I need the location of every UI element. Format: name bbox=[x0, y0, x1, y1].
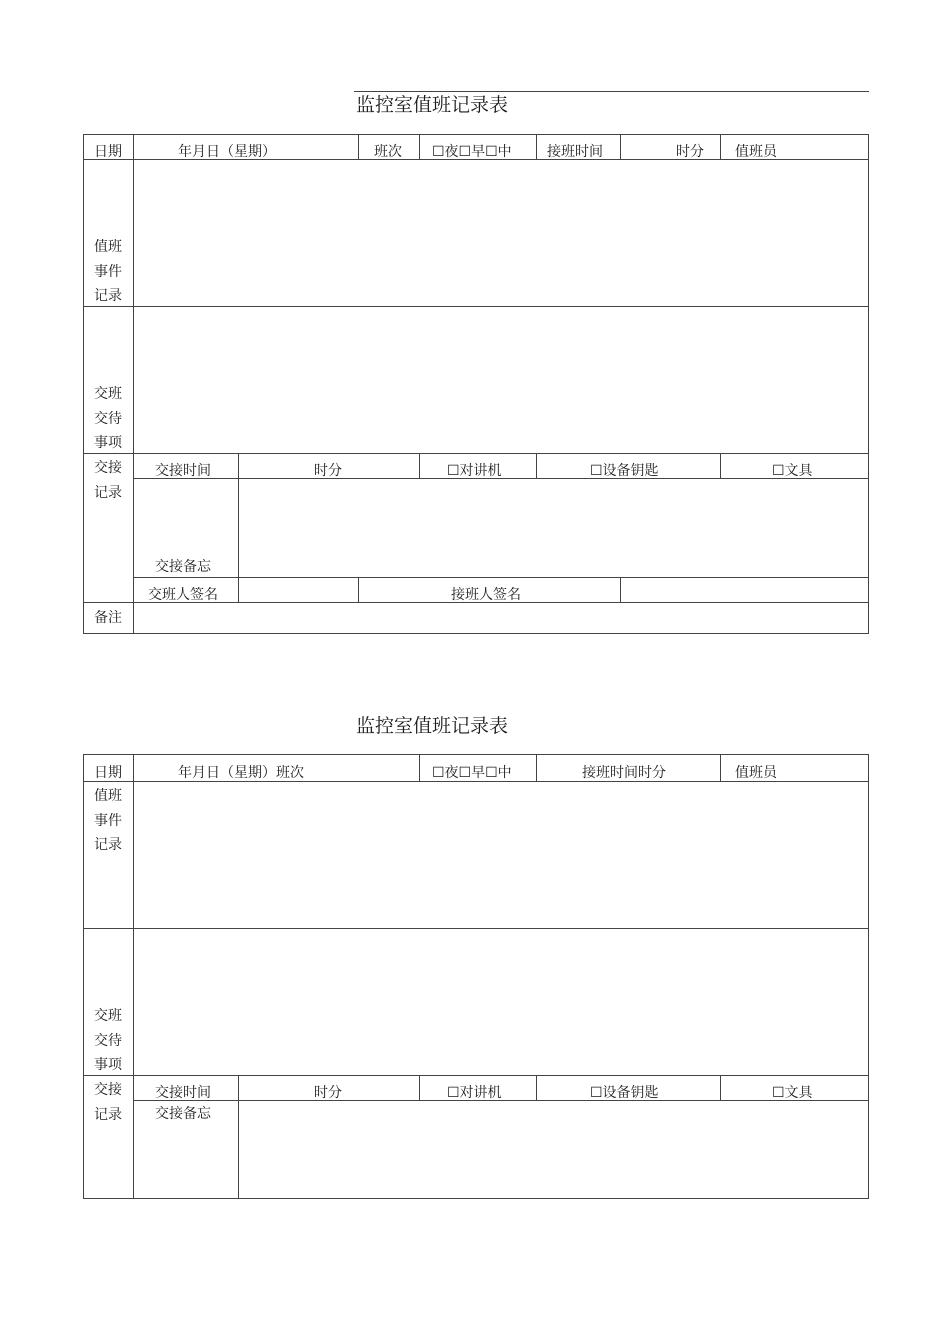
remarks-field[interactable] bbox=[134, 603, 868, 633]
stationery-checkbox[interactable]: ☐文具 bbox=[772, 463, 813, 479]
col-divider bbox=[419, 754, 420, 781]
col-divider bbox=[720, 134, 721, 159]
row-divider bbox=[83, 1075, 869, 1076]
table-border-left bbox=[83, 134, 84, 634]
handover-notes-field[interactable] bbox=[239, 1101, 868, 1198]
equipment-keys-checkbox[interactable]: ☐设备钥匙 bbox=[590, 1085, 659, 1101]
col-divider bbox=[358, 134, 359, 159]
col-divider bbox=[720, 754, 721, 781]
table-border-bottom bbox=[83, 1198, 869, 1199]
handover-sign-field[interactable] bbox=[239, 578, 358, 602]
date-value[interactable]: 年月日（星期） bbox=[178, 144, 276, 160]
col-divider bbox=[358, 577, 359, 602]
col-divider bbox=[419, 134, 420, 159]
table-border-left bbox=[83, 754, 84, 1199]
handover-items-label: 交班 交待 事项 bbox=[94, 1008, 122, 1073]
handover-record-label: 交接 记录 bbox=[94, 1082, 122, 1123]
form-title: 监控室值班记录表 bbox=[356, 715, 509, 737]
row-divider bbox=[83, 453, 869, 454]
handover-items-label: 交班 交待 事项 bbox=[94, 386, 122, 451]
handover-items-field[interactable] bbox=[134, 307, 868, 453]
table-border-right bbox=[868, 754, 869, 1199]
table-border-right bbox=[868, 134, 869, 634]
col-divider bbox=[720, 1075, 721, 1100]
receiver-sign-label: 接班人签名 bbox=[451, 587, 521, 603]
handover-time-label: 交接时间 bbox=[155, 463, 211, 479]
col-divider bbox=[536, 754, 537, 781]
col-divider bbox=[419, 1075, 420, 1100]
receiver-sign-field[interactable] bbox=[621, 578, 868, 602]
handover-time-label: 交接时间 bbox=[155, 1085, 211, 1101]
duty-officer-label: 值班员 bbox=[735, 765, 777, 781]
table-border-bottom bbox=[83, 633, 869, 634]
remarks-label: 备注 bbox=[94, 610, 122, 626]
handover-notes-label: 交接备忘 bbox=[155, 1106, 211, 1122]
col-divider bbox=[620, 134, 621, 159]
col-divider bbox=[720, 453, 721, 478]
handover-record-label: 交接 记录 bbox=[94, 460, 122, 501]
date-label: 日期 bbox=[94, 765, 122, 781]
col-divider bbox=[419, 453, 420, 478]
walkie-talkie-checkbox[interactable]: ☐对讲机 bbox=[447, 463, 502, 479]
duty-events-field[interactable] bbox=[134, 782, 868, 928]
duty-events-field[interactable] bbox=[134, 160, 868, 306]
handover-notes-label: 交接备忘 bbox=[155, 559, 211, 575]
handover-notes-field[interactable] bbox=[239, 479, 868, 577]
stationery-checkbox[interactable]: ☐文具 bbox=[772, 1085, 813, 1101]
shift-options[interactable]: ☐夜☐早☐中 bbox=[432, 144, 512, 160]
col-divider bbox=[536, 453, 537, 478]
shift-options[interactable]: ☐夜☐早☐中 bbox=[432, 765, 512, 781]
equipment-keys-checkbox[interactable]: ☐设备钥匙 bbox=[590, 463, 659, 479]
handover-time-label: 接班时间 bbox=[547, 144, 603, 160]
walkie-talkie-checkbox[interactable]: ☐对讲机 bbox=[447, 1085, 502, 1101]
duty-events-label: 值班 事件 记录 bbox=[94, 239, 122, 304]
title-rule bbox=[354, 91, 869, 92]
date-shift-value[interactable]: 年月日（星期）班次 bbox=[178, 765, 304, 781]
date-label: 日期 bbox=[94, 144, 122, 160]
duty-officer-label: 值班员 bbox=[735, 144, 777, 160]
table-border-top bbox=[83, 754, 869, 755]
shift-label: 班次 bbox=[374, 144, 402, 160]
table-border-top bbox=[83, 134, 869, 135]
col-divider bbox=[536, 1075, 537, 1100]
form-title: 监控室值班记录表 bbox=[356, 94, 509, 116]
handover-sign-label: 交班人签名 bbox=[148, 587, 218, 603]
col-divider bbox=[536, 134, 537, 159]
handover-time-unit[interactable]: 时分 bbox=[676, 144, 704, 160]
handover-time-value[interactable]: 接班时间时分 bbox=[582, 765, 666, 781]
duty-events-label: 值班 事件 记录 bbox=[94, 788, 122, 853]
handover-time-unit[interactable]: 时分 bbox=[314, 463, 342, 479]
handover-items-field[interactable] bbox=[134, 929, 868, 1075]
handover-time-unit[interactable]: 时分 bbox=[314, 1085, 342, 1101]
